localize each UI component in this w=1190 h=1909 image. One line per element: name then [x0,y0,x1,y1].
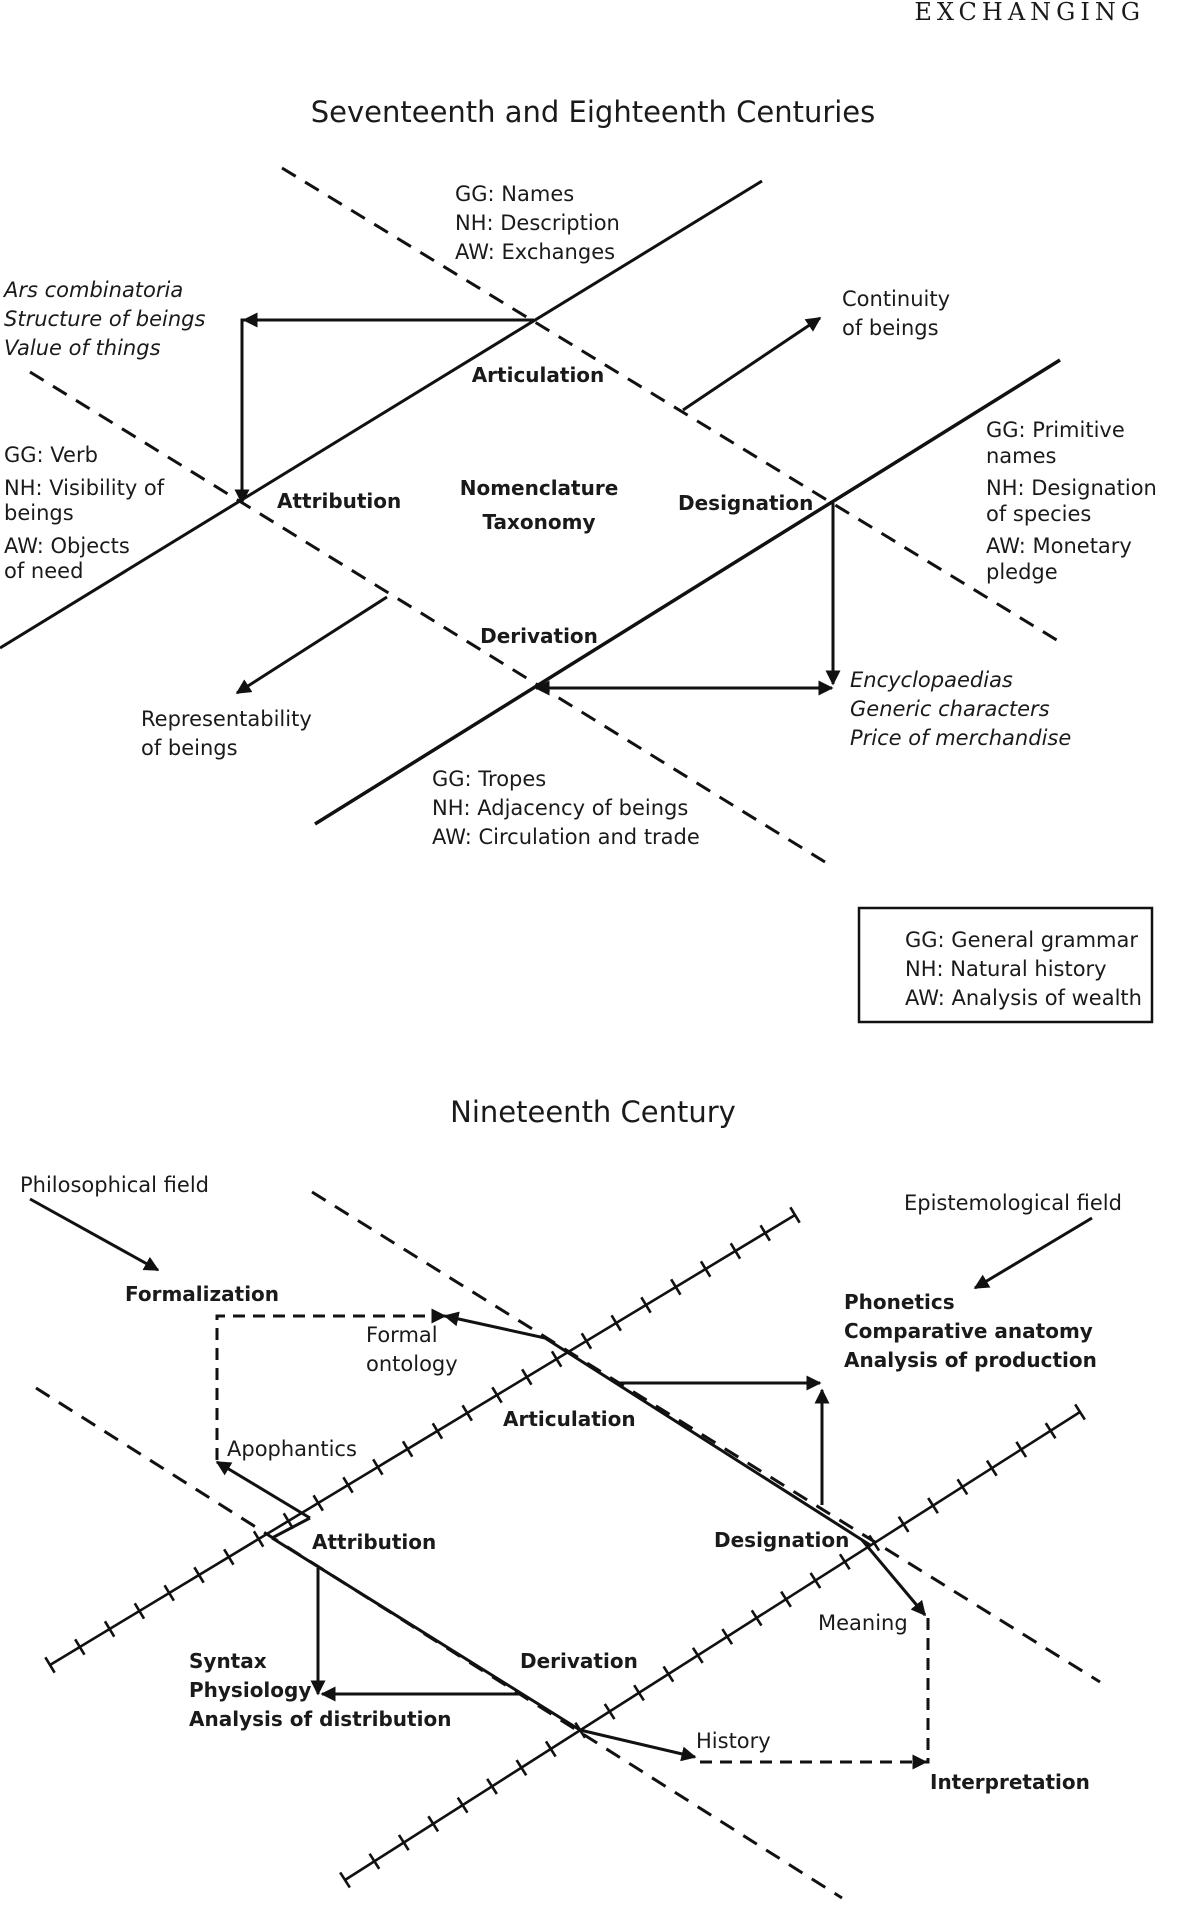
cross-tick [165,1585,174,1600]
cross-tick [458,1798,468,1813]
svg-text:Phonetics: Phonetics [844,1290,955,1314]
cross-tick [552,1351,561,1366]
cross-tick [433,1423,442,1438]
formal-ontology-label [366,1323,458,1376]
top-dashed-line-lower [30,372,825,862]
svg-text:names: names [986,444,1057,468]
cross-tick [928,1498,938,1513]
svg-text:Price of merchandise: Price of merchandise [850,726,1072,750]
bottom-derivation-label: Derivation [520,1649,638,1673]
epistemological-field-arrow [975,1218,1092,1288]
svg-text:Nomenclature: Nomenclature [459,476,619,500]
svg-text:AW: Exchanges: AW: Exchanges [455,240,616,264]
svg-text:Analysis of distribution: Analysis of distribution [189,1707,452,1731]
cross-tick [722,1629,732,1644]
top-derivation-label: Derivation [480,624,598,648]
svg-text:Value of things: Value of things [4,336,161,360]
ars-combinatoria-label [2,278,205,360]
cross-tick [45,1657,54,1672]
abbreviation-legend [859,908,1152,1022]
svg-text:GG: Primitive: GG: Primitive [986,418,1125,442]
svg-text:GG: General grammar: GG: General grammar [905,928,1138,952]
cross-tick [254,1531,263,1546]
cross-tick [399,1835,409,1850]
cross-tick [343,1477,352,1492]
interpretation-label: Interpretation [930,1770,1090,1794]
phonetics-anatomy-production-label [844,1290,1097,1372]
svg-text:Formal: Formal [366,1323,438,1347]
svg-text:NH: Adjacency of beings: NH: Adjacency of beings [432,796,689,820]
cross-tick [612,1315,621,1330]
tropes-adjacency-label [432,767,700,849]
svg-text:of beings: of beings [842,316,939,340]
cross-tick [463,1405,472,1420]
svg-text:Analysis of production: Analysis of production [844,1348,1097,1372]
cross-tick [340,1872,350,1887]
cross-line-lower-stroke [345,1412,1080,1880]
bottom-articulation-label: Articulation [503,1407,636,1431]
cross-tick [664,1666,674,1681]
cross-tick [75,1639,84,1654]
top-diagram [0,95,1157,1022]
svg-text:Continuity: Continuity [842,287,951,311]
cross-tick [487,1779,497,1794]
svg-text:NH: Natural history: NH: Natural history [905,957,1107,981]
svg-text:AW: Objects: AW: Objects [4,534,130,558]
svg-text:Comparative anatomy: Comparative anatomy [844,1319,1093,1343]
history-label: History [696,1729,771,1753]
svg-text:NH: Designation: NH: Designation [986,476,1157,500]
cross-tick [987,1461,997,1476]
cross-tick [135,1603,144,1618]
continuity-arrow [683,318,820,410]
representability-arrow [237,597,387,693]
cross-tick [522,1369,531,1384]
apophantics-label: Apophantics [227,1437,357,1461]
meaning-arrow [862,1540,925,1615]
cross-tick [373,1459,382,1474]
cross-tick [1075,1404,1085,1419]
svg-text:Generic characters: Generic characters [850,697,1050,721]
svg-text:of need: of need [4,559,84,583]
svg-text:Syntax: Syntax [189,1649,267,1673]
history-arrow [580,1730,695,1757]
representability-label [141,707,312,760]
names-description-exchanges-label [455,182,620,264]
primitive-names-label [986,418,1157,584]
top-designation-label: Designation [678,491,814,515]
cross-tick [634,1685,644,1700]
cross-tick [492,1387,501,1402]
cross-tick [731,1243,740,1258]
top-title: Seventeenth and Eighteenth Centuries [310,95,876,129]
bottom-dashed-line-upper [312,1192,1100,1682]
cross-tick [752,1610,762,1625]
encyclopaedias-label [850,668,1071,750]
svg-text:of beings: of beings [141,736,238,760]
cross-tick [224,1549,233,1564]
cross-tick [1046,1423,1056,1438]
svg-text:ontology: ontology [366,1352,458,1376]
running-header: EXCHANGING [914,0,1145,26]
svg-text:NH: Visibility of: NH: Visibility of [4,476,165,500]
cross-tick [105,1621,114,1636]
bottom-designation-label: Designation [714,1528,850,1552]
svg-text:GG: Tropes: GG: Tropes [432,767,547,791]
bottom-title: Nineteenth Century [450,1095,736,1129]
top-solid-line-lower [315,360,1060,824]
cross-line-upper [45,1207,799,1672]
cross-tick [840,1554,850,1569]
svg-text:GG: Names: GG: Names [455,182,575,206]
cross-tick [811,1573,821,1588]
cross-tick [428,1816,438,1831]
meaning-label: Meaning [818,1611,908,1635]
cross-tick [517,1760,527,1775]
svg-text:of species: of species [986,502,1092,526]
epistemological-field-label: Epistemological field [904,1191,1122,1215]
philosophical-field-arrow [30,1199,158,1270]
top-attribution-label: Attribution [277,489,402,513]
cross-tick [958,1479,968,1494]
svg-text:Representability: Representability [141,707,312,731]
svg-text:pledge: pledge [986,560,1058,584]
svg-text:NH: Description: NH: Description [455,211,620,235]
cross-line-lower [340,1404,1085,1887]
svg-text:beings: beings [4,501,74,525]
svg-text:Taxonomy: Taxonomy [482,510,596,534]
cross-tick [701,1261,710,1276]
nomenclature-taxonomy-label [460,476,619,534]
svg-text:Physiology: Physiology [189,1678,312,1702]
top-solid-line-upper [0,181,762,648]
formalization-label: Formalization [125,1282,280,1306]
syntax-physiology-distribution-label [189,1649,451,1731]
cross-tick [605,1704,615,1719]
bottom-attribution-label: Attribution [312,1530,437,1554]
svg-text:Structure of beings: Structure of beings [4,307,206,331]
cross-tick [693,1648,703,1663]
svg-text:Ars combinatoria: Ars combinatoria [4,278,184,302]
cross-tick [781,1592,791,1607]
svg-text:AW: Circulation and trade: AW: Circulation and trade [432,825,700,849]
top-articulation-label: Articulation [471,363,605,387]
cross-tick [403,1441,412,1456]
cross-tick [546,1741,556,1756]
svg-text:Encyclopaedias: Encyclopaedias [850,668,1013,692]
philosophical-field-label: Philosophical field [20,1173,209,1197]
svg-text:AW: Monetary: AW: Monetary [986,534,1132,558]
cross-tick [790,1207,799,1222]
bottom-diagram [20,1095,1122,1898]
cross-tick [370,1854,380,1869]
cross-tick [761,1225,770,1240]
cross-tick [1016,1442,1026,1457]
cross-tick [194,1567,203,1582]
continuity-label [842,287,950,340]
cross-tick [671,1279,680,1294]
svg-text:AW: Analysis of wealth: AW: Analysis of wealth [905,986,1142,1010]
cross-tick [314,1495,323,1510]
cross-tick [582,1333,591,1348]
cross-tick [641,1297,650,1312]
svg-text:GG: Verb: GG: Verb [4,443,98,467]
cross-tick [899,1517,909,1532]
